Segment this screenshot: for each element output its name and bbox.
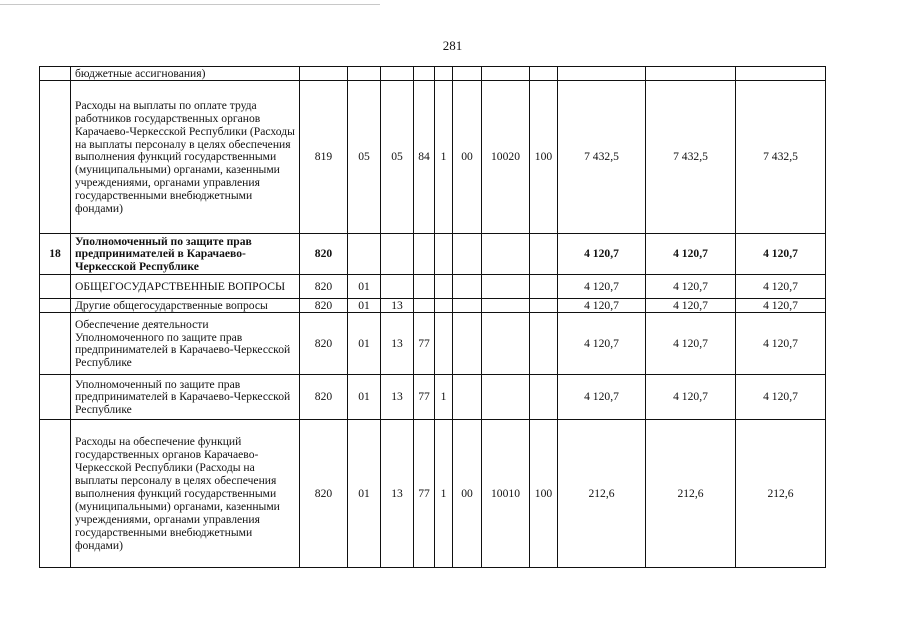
top-rule (0, 4, 380, 5)
subsection-code-cell: 13 (381, 298, 414, 312)
event-code-cell: 00 (453, 80, 482, 233)
amount-year1-cell: 4 120,7 (558, 274, 646, 298)
expense-type-cell: 100 (530, 419, 558, 567)
item-name-cell: Другие общегосударственные вопросы (71, 298, 300, 312)
amount-year2-cell: 4 120,7 (646, 274, 736, 298)
table-row (40, 419, 826, 567)
subsection-code-cell (381, 274, 414, 298)
amount-year2-cell: 212,6 (646, 419, 736, 567)
row-number-cell (40, 274, 71, 298)
amount-year1-cell: 7 432,5 (558, 80, 646, 233)
event-code-cell (453, 312, 482, 374)
section-code-cell: 01 (348, 419, 381, 567)
item-name-cell: бюджетные ассигнования) (71, 67, 300, 81)
item-name-cell: Обеспечение деятельности Уполномоченного по защите прав предпринимателей в Карачаево-Черкесской Республике (71, 312, 300, 374)
amount-year1-cell: 212,6 (558, 419, 646, 567)
amount-year2-cell: 4 120,7 (646, 233, 736, 274)
subsection-code-cell: 13 (381, 374, 414, 419)
section-code-cell: 05 (348, 80, 381, 233)
ministry-code-cell: 820 (300, 312, 348, 374)
subprogram-code-cell: 1 (435, 374, 453, 419)
expense-type-cell (530, 274, 558, 298)
item-name-cell: Расходы на выплаты по оплате труда работников государственных органов Карачаево-Черкесской Республики (Расходы на выплаты персоналу в целях обеспечения выполнения функций государственными (муниципальными) органами, казенными учреждениями, органами управления государственными внебюджетными фондами) (71, 80, 300, 233)
ministry-code-cell (300, 67, 348, 81)
row-number-cell (40, 419, 71, 567)
amount-year1-cell: 4 120,7 (558, 233, 646, 274)
table-row (40, 274, 826, 298)
direction-code-cell: 10020 (482, 80, 530, 233)
amount-year1-cell: 4 120,7 (558, 312, 646, 374)
event-code-cell: 00 (453, 419, 482, 567)
program-code-cell: 77 (414, 312, 435, 374)
amount-year2-cell (646, 67, 736, 81)
table-body (40, 67, 826, 568)
table-row (40, 374, 826, 419)
ministry-code-cell: 820 (300, 298, 348, 312)
amount-year3-cell: 7 432,5 (736, 80, 826, 233)
section-code-cell: 01 (348, 298, 381, 312)
event-code-cell (453, 374, 482, 419)
amount-year2-cell: 4 120,7 (646, 298, 736, 312)
item-name-cell: ОБЩЕГОСУДАРСТВЕННЫЕ ВОПРОСЫ (71, 274, 300, 298)
section-code-cell: 01 (348, 312, 381, 374)
item-name-cell: Уполномоченный по защите прав предпринимателей в Карачаево-Черкесской Республике (71, 233, 300, 274)
subprogram-code-cell: 1 (435, 419, 453, 567)
program-code-cell (414, 274, 435, 298)
amount-year3-cell: 212,6 (736, 419, 826, 567)
ministry-code-cell: 820 (300, 419, 348, 567)
program-code-cell (414, 67, 435, 81)
subsection-code-cell: 13 (381, 419, 414, 567)
row-number-cell (40, 80, 71, 233)
amount-year1-cell: 4 120,7 (558, 298, 646, 312)
row-number-cell: 18 (40, 233, 71, 274)
subsection-code-cell: 13 (381, 312, 414, 374)
amount-year2-cell: 7 432,5 (646, 80, 736, 233)
expense-type-cell: 100 (530, 80, 558, 233)
amount-year2-cell: 4 120,7 (646, 312, 736, 374)
event-code-cell (453, 67, 482, 81)
amount-year3-cell: 4 120,7 (736, 312, 826, 374)
expense-type-cell (530, 374, 558, 419)
row-number-cell (40, 67, 71, 81)
table-row (40, 298, 826, 312)
table-row (40, 80, 826, 233)
subsection-code-cell (381, 233, 414, 274)
table-row (40, 233, 826, 274)
section-code-cell (348, 67, 381, 81)
event-code-cell (453, 274, 482, 298)
program-code-cell (414, 233, 435, 274)
subprogram-code-cell (435, 274, 453, 298)
table-row (40, 67, 826, 81)
amount-year3-cell: 4 120,7 (736, 274, 826, 298)
amount-year3-cell: 4 120,7 (736, 298, 826, 312)
item-name-cell: Уполномоченный по защите прав предпринимателей в Карачаево-Черкесской Республике (71, 374, 300, 419)
amount-year3-cell (736, 67, 826, 81)
subprogram-code-cell (435, 312, 453, 374)
subprogram-code-cell: 1 (435, 80, 453, 233)
direction-code-cell (482, 374, 530, 419)
amount-year3-cell: 4 120,7 (736, 233, 826, 274)
row-number-cell (40, 374, 71, 419)
subprogram-code-cell (435, 67, 453, 81)
ministry-code-cell: 820 (300, 374, 348, 419)
event-code-cell (453, 298, 482, 312)
ministry-code-cell: 820 (300, 274, 348, 298)
amount-year1-cell (558, 67, 646, 81)
section-code-cell (348, 233, 381, 274)
subsection-code-cell (381, 67, 414, 81)
direction-code-cell (482, 312, 530, 374)
amount-year2-cell: 4 120,7 (646, 374, 736, 419)
ministry-code-cell: 819 (300, 80, 348, 233)
table-row (40, 312, 826, 374)
section-code-cell: 01 (348, 274, 381, 298)
subsection-code-cell: 05 (381, 80, 414, 233)
direction-code-cell (482, 298, 530, 312)
amount-year3-cell: 4 120,7 (736, 374, 826, 419)
program-code-cell: 77 (414, 374, 435, 419)
expense-type-cell (530, 233, 558, 274)
section-code-cell: 01 (348, 374, 381, 419)
page-number: 281 (442, 38, 463, 53)
subprogram-code-cell (435, 298, 453, 312)
budget-table (39, 66, 826, 568)
item-name-cell: Расходы на обеспечение функций государственных органов Карачаево-Черкесской Республики (Расходы на выплаты персоналу в целях обеспечения выполнения функций государственными (муниципальными) органами, казенными учреждениями, органами управления государственными внебюджетными фондами) (71, 419, 300, 567)
program-code-cell: 77 (414, 419, 435, 567)
expense-type-cell (530, 298, 558, 312)
row-number-cell (40, 298, 71, 312)
expense-type-cell (530, 67, 558, 81)
direction-code-cell (482, 67, 530, 81)
program-code-cell (414, 298, 435, 312)
program-code-cell: 84 (414, 80, 435, 233)
expense-type-cell (530, 312, 558, 374)
subprogram-code-cell (435, 233, 453, 274)
event-code-cell (453, 233, 482, 274)
row-number-cell (40, 312, 71, 374)
ministry-code-cell: 820 (300, 233, 348, 274)
direction-code-cell (482, 274, 530, 298)
amount-year1-cell: 4 120,7 (558, 374, 646, 419)
direction-code-cell: 10010 (482, 419, 530, 567)
direction-code-cell (482, 233, 530, 274)
